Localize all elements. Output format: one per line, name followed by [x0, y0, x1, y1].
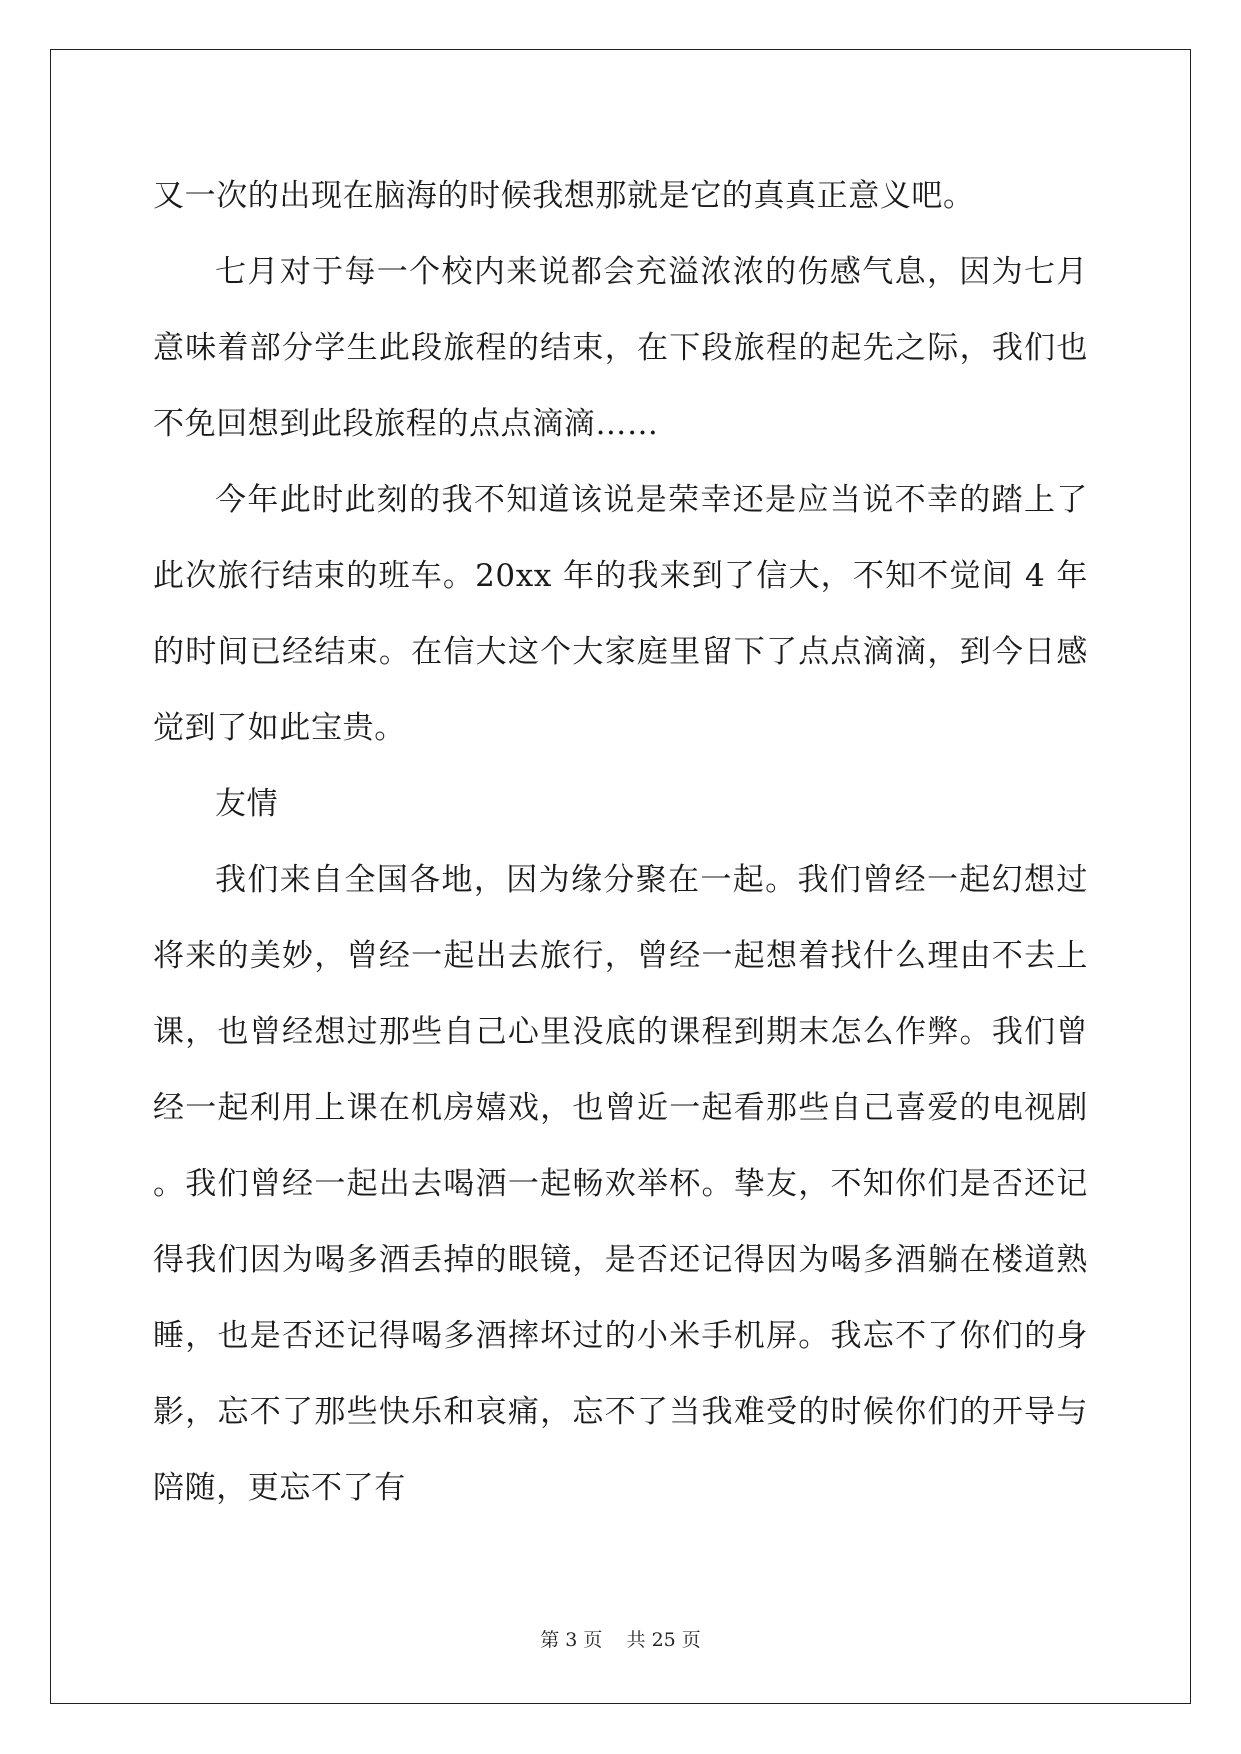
page-number-footer: 第 3 页 共 25 页	[540, 1629, 701, 1651]
document-body	[153, 158, 1088, 1526]
paragraph-2: 七月对于每一个校内来说都会充溢浓浓的伤感气息，因为七月意味着部分学生此段旅程的结束，在下段旅程的起先之际，我们也不免回想到此段旅程的点点滴滴……	[153, 254, 1088, 442]
paragraph-1: 又一次的出现在脑海的时候我想那就是它的真真正意义吧。	[153, 178, 975, 214]
paragraph-4: 我们来自全国各地，因为缘分聚在一起。我们曾经一起幻想过将来的美妙，曾经一起出去旅行，曾经一起想着找什么理由不去上课，也曾经想过那些自己心里没底的课程到期末怎么作弊。我们曾经一起利用上课在机房嬉戏，也曾近一起看那些自己喜爱的电视剧。我们曾经一起出去喝酒一起畅欢举杯。挚友，不知你们是否还记得我们因为喝多酒丢掉的眼镜，是否还记得因为喝多酒躺在楼道熟睡，也是否还记得喝多酒摔坏过的小米手机屏。我忘不了你们的身影，忘不了那些快乐和哀痛，忘不了当我难受的时候你们的开导与陪随，更忘不了有	[153, 862, 1088, 1506]
section-heading-friendship: 友情	[215, 786, 279, 822]
paragraph-3: 今年此时此刻的我不知道该说是荣幸还是应当说不幸的踏上了此次旅行结束的班车。20xx 年的我来到了信大，不知不觉间 4 年的时间已经结束。在信大这个大家庭里留下了点点滴滴，到今日感觉到了如此宝贵。	[153, 482, 1088, 746]
